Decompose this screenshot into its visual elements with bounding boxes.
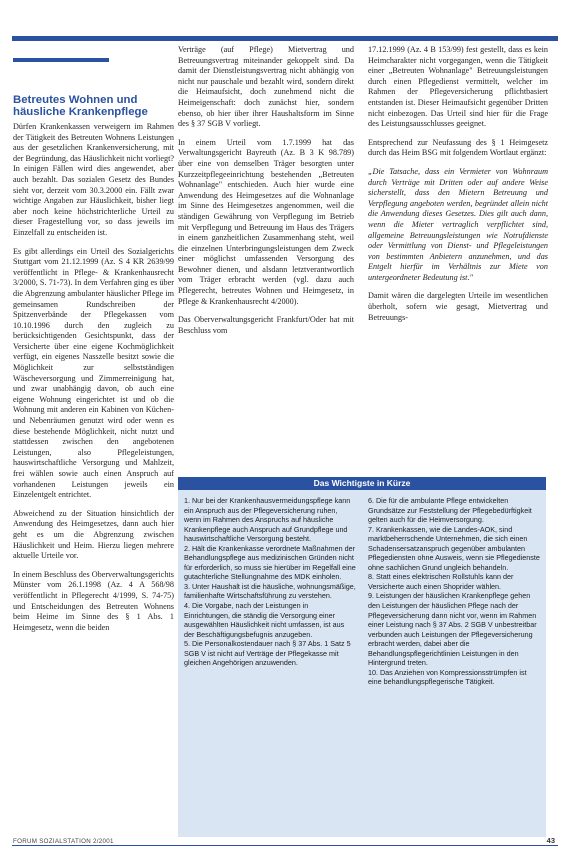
paragraph: Damit wären die dargelegten Urteile im wesentlichen überholt, sofern wie gesagt, Mietvertrag und Betreuungs- [368, 291, 548, 322]
list-item: 5. Die Personalkostendauer nach § 37 Abs. 1 Satz 5 SGB V ist nicht auf Verträge der Pflegekasse mit gleichen Angehörigen anzuwenden. [184, 639, 351, 668]
footer-rule [12, 845, 558, 846]
infobox [178, 490, 546, 837]
paragraph: In einem Urteil vom 1.7.1999 hat das Verwaltungsgericht Bayreuth (Az. B 3 K 98.789) über eine von demselben Träger besorgten unter Kurzzeitpflegeeinrichtung bestehenden „Betreuten Wohnanlage" entschieden. Auch hier wurde eine Anwendung des Heimgesetzes auf die Wohnanlage im Sinne des Heimgesetzes angenommen, weil die ständigen Gewährung von Verpflegung im Betrieb mit Verpflegung und Betreuung im Haus des Trägers in einem ganzheitlichen Zusammenhang steht, weil die einzelnen Unterbringungsleistungen dem Zweck einer möglichst umfassenden Versorgung des Bewohner dienen, und alsdann letztverantwortlich vom Träger erbracht werden (vgl. dazu auch Pflegerecht, betreutes Wohnen und Heimgesetz, in Pflege & Krankenhausrecht 4/2000). [178, 137, 354, 306]
list-item: 2. Hält die Krankenkasse verordnete Maßnahmen der Behandlungspflege aus medizinischen Gründen nicht für erforderlich, so muss sie hierüber im Regelfall eine gutachterliche Stellungnahme des MDK einholen. [184, 543, 356, 582]
paragraph: Das Oberverwaltungsgericht Frankfurt/Oder hat mit Beschluss vom [178, 315, 354, 335]
list-item: 6. Die für die ambulante Pflege entwickelten Grundsätze zur Feststellung der Pflegebedürftigkeit gelten auch für die Heimversorgung. [368, 496, 532, 525]
article-column-1 [13, 122, 174, 834]
footer-publication: FORUM SOZIALSTATION 2/2001 [13, 838, 114, 845]
paragraph: Entsprechend zur Neufassung des § 1 Heimgesetz durch das Heim BSG mit folgendem Wortlaut ergänzt: [368, 137, 548, 158]
article-title: Betreutes Wohnen und häusliche Krankenpflege [13, 94, 148, 119]
top-rule [12, 36, 558, 41]
paragraph: In einem Beschluss des Oberverwaltungsgerichts Münster vom 26.1.1998 (Az. 4 A 568/98 veröffentlicht in Pflegerecht 4/1999, S. 74-75) und Entscheidungen des Betreuten Wohnens beim Heime im Sinne des § 1 Abs. 1 Heimgesetz, wenn die beiden [13, 569, 174, 632]
list-item: 4. Die Vorgabe, nach der Leistungen in Einrichtungen, die ständig die Versorgung einer ausgewählten Häuslichkeit nicht umfassen, ist aus der Beschäftigungsbefugnis anzugeben. [184, 601, 345, 639]
article-column-3 [368, 45, 548, 475]
list-item: 1. Nur bei der Krankenhausvermeidungspflege kann ein Anspruch aus der Pflegeversicherung ruhen, wenn im Rahmen des Anspruchs auf häusliche Krankenpflege auch Anspruch auf Grundpflege und hauswirtschaftliche Versorgung besteht. [184, 496, 351, 544]
infobox-title: Das Wichtigste in Kürze [178, 477, 546, 490]
infobox-column-right [368, 496, 540, 687]
paragraph: Es gibt allerdings ein Urteil des Sozialgerichts Stuttgart vom 21.12.1999 (Az. S 4 KR 2639/99 veröffentlicht in Pflege- & Krankenhausrecht 3/2000, S. 71-73). In dem Verfahren ging es über die Abgrenzung ambulanter häuslicher Pflege im gemeinsamen Rundschreiben der Spitzenverbände der Pflegekassen vom 10.10.1996 durch den zugleich zu berücksichtigenden Gesichtspunkt, dass der Versicherte über eine eigene Kochmöglichkeit verfügt, ein eigenes Nasszelle besitzt sowie die Möglichkeit zur selbstständigen Wäscheversorgung und Zimmerreinigung hat, und zwar unabhängig davon, ob auch eine eigene Wohnung eingerichtet ist und ob die Wohnung mit anderen ein Kabinen von Küchen- und Nebenräumen genutzt wird oder wenn es diese bestehende Möglichkeit, nicht nutzt und stattdessen zwischen den angebotenen Leistungen, also Pflegeleistungen, hauswirtschaftliche Versorgung und Mahlzeit, frei wählen sowie auch einen Anspruch auf vorhandenen Leistungen jeweils ein Einzelentgelt entrichtet. [13, 246, 174, 500]
list-item: 10. Das Anziehen von Kompressionsstrümpfen ist eine behandlungspflegerische Tätigkeit. [368, 667, 527, 687]
paragraph: 17.12.1999 (Az. 4 B 153/99) fest gestellt, dass es kein Heimcharakter nicht vorgegangen, wenn die Tätigkeit einer „Betreuten Wohnanlage" Betreuungsleistungen durch einen Pflegedienst vermittelt, welcher im Rahmen der Pflegeversicherung pflichtbasiert entstanden ist. Dieser Heimaufsicht gegenüber Dritten nicht einbezogen. Das Urteil sind hier für die Frage des Leistungsausschlusses geeignet. [368, 45, 548, 129]
paragraph: Dürfen Krankenkassen verweigern im Rahmen der Tätigkeit des Betreuten Wohnens Leistungen aus der gesetzlichen Krankenversicherung, mit der Begründung, das Häuslichkeit nicht vorliegt? In einigen Fällen wird dies angewendet, aber auch bezahlt. Das sozialen Gesetz des Bundes sieht vor, derzeit vom 30.3.2000 ein. Fällt zwar wichtige Angaben zur Häuslichkeit, bisher liegt aber noch keine höchstrichterliche Urteil zu dieser Fragestellung vor, so dass jeweils im Einzelfall zu entscheiden ist. [13, 122, 174, 237]
page-number: 43 [546, 836, 555, 845]
section-marker [13, 58, 109, 62]
article-column-2 [178, 45, 354, 475]
list-item: 8. Statt eines elektrischen Rollstuhls kann der Versicherte auch einen Shoprider wählen. [368, 572, 514, 591]
paragraph: Abweichend zu der Situation hinsichtlich der Anwendung des Heimgesetzes, dann auch hier geht es um die Abgrenzung zwischen Häuslichkeit und Heim. Hierzu liegen mehrere aktuelle Urteile vor. [13, 508, 174, 561]
list-item: 7. Krankenkassen, wie die Landes-AOK, sind marktbeherrschende Unternehmen, die sich einen Schadensersatzanspruch gegenüber ambulanten Pflegediensten ohne Ausweis, wenn sie Pflegedienste ohne sachlichen Grund ungleich behandeln. [368, 524, 540, 572]
quote-paragraph: „Die Tatsache, dass ein Vermieter von Wohnraum durch Verträge mit Dritten oder auf andere Weise sicherstellt, dass den Mietern Betreuung und Verpflegung angeboten werden, begründet allein nicht die Anwendung dieses Gesetzes. Dies gilt auch dann, wenn die Mieter vertraglich verpflichtet sind, allgemeine Betreuungsleistungen wie Notrufdienste oder Vermittlung von Dienst- und Pflegeleistungen von bestimmten Anbietern anzunehmen, und das Entgelt hierfür im Verhältnis zur Miete von untergeordneter Bedeutung ist." [368, 166, 548, 282]
paragraph: Verträge (auf Pflege) Mietvertrag und Betreuungsvertrag miteinander gekoppelt sind. Da damit der Dienstleistungsvertrag nicht abhängig von nicht nur pauschale und bezahlt wird, sondern direkt die Heimaufsicht, doch zunehmend nicht die Heimeigenschaft: doch zunächst hier, sondern ebenso, ob hier über ihrer Haushaltsform im Sinne des § 37 SGB V vorliegt. [178, 45, 354, 129]
list-item: 9. Leistungen der häuslichen Krankenpflege gehen den Leistungen der häuslichen Pflege nach der Pflegeversicherung dann nicht vor, wenn im Rahmen einer Leistung nach § 37 Abs. 2 SGB V unbestreitbar verbunden auch Leistungen der Pflegeversicherung erbracht werden, dabei aber die Behandlungspflegerichtlinien Leistungen in den Hintergrund treten. [368, 591, 537, 668]
list-item: 3. Unter Haushalt ist die häusliche, wohnungsmäßige, familienhafte Wirtschaftsführung zu verstehen. [184, 581, 356, 601]
infobox-column-left [184, 496, 356, 668]
